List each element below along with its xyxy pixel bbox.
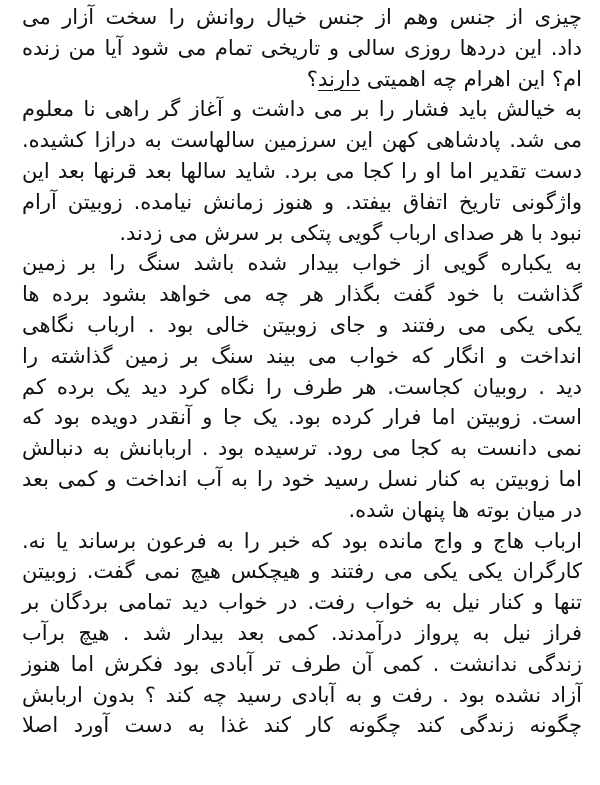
paragraph-3 <box>22 248 582 525</box>
text-line: می شد. پادشاهی کهن این سرزمین سالهاست به درازا کشیده. <box>22 128 582 153</box>
text-line: تنها و کنار نیل به خواب رفت. در خواب دید تمامی بردگان بر <box>22 590 582 615</box>
paragraph-4 <box>22 526 582 742</box>
text-line: چیزی از جنس وهم از جنس خیال روانش را سخت آزار می <box>22 5 582 29</box>
text-line: آزاد نشده بود . رفت و به آبادی رسید چه کند ؟ بدون اربابش <box>22 682 582 707</box>
underlined-word: دارند <box>317 66 361 91</box>
text-line: نبود با هر صدای ارباب گویی پتکی بر سرش می زدند. <box>119 220 582 245</box>
text-segment: ام؟ این اهرام چه اهمیتی <box>366 66 582 91</box>
text-line: نمی دانست به کجا می رود. ترسیده بود . اربابانش به دنبالش <box>22 436 582 461</box>
text-line: دید . روبیان کجاست. هر طرف را نگاه کرد دید یک برده کم <box>22 374 582 399</box>
paragraph-1 <box>22 2 582 94</box>
text-line: کارگران یکی یکی می رفتند و هیچکس هیچ نمی گفت. زوبیتن <box>22 559 582 584</box>
text-line: به یکباره گویی از خواب بیدار شده باشد سنگ را بر زمین <box>22 251 582 276</box>
text-line: ارباب هاج و واج مانده بود که خبر را به فرعون برساند یا نه. <box>22 528 582 553</box>
paragraph-2 <box>22 94 582 248</box>
question-mark: ؟ <box>306 66 318 91</box>
text-line: زندگی ندانشت . کمی آن طرف تر آبادی بود فکرش اما هنوز <box>22 651 582 676</box>
text-line: فراز نیل به پرواز درآمدند. کمی بعد بیدار شد . هیچ برآب <box>22 620 582 645</box>
text-line: به خیالش باید فشار را بر می داشت و آغاز گر راهی نا معلوم <box>22 97 582 122</box>
text-line: در میان بوته ها پنهان شده. <box>348 497 582 522</box>
text-line: است. زوبیتن اما فرار کرده بود. یک جا و آنقدر دویده بود که <box>22 405 582 430</box>
text-line: چگونه زندگی کند چگونه کار کند غذا به دست آورد اصلا <box>22 713 582 738</box>
text-line: داد. این دردها روزی سالی و تاریخی تمام می شود آیا من زنده <box>22 35 582 60</box>
text-line: گذاشت با خود گفت بگذار هر چه می خواهد بشود برده ها <box>22 282 582 307</box>
text-line: یکی یکی می رفتند و جای زوبیتن خالی بود . ارباب نگاهی <box>22 312 582 337</box>
text-line: واژگونی تاریخ اتفاق بیفتد. و هنوز زمانش نیامده. زوبیتن آرام <box>22 189 582 214</box>
text-line: اما زوبیتن به کنار نسل رسید خود را به آب انداخت و کمی بعد <box>22 466 582 491</box>
text-line: دست تقدیر اما او را کجا می برد. شاید سالها بعد قرنها بعد این <box>22 158 582 183</box>
text-line <box>22 64 582 95</box>
text-line: انداخت و انگار که خواب می بیند سنگ بر زمین گذاشته را <box>22 343 582 368</box>
